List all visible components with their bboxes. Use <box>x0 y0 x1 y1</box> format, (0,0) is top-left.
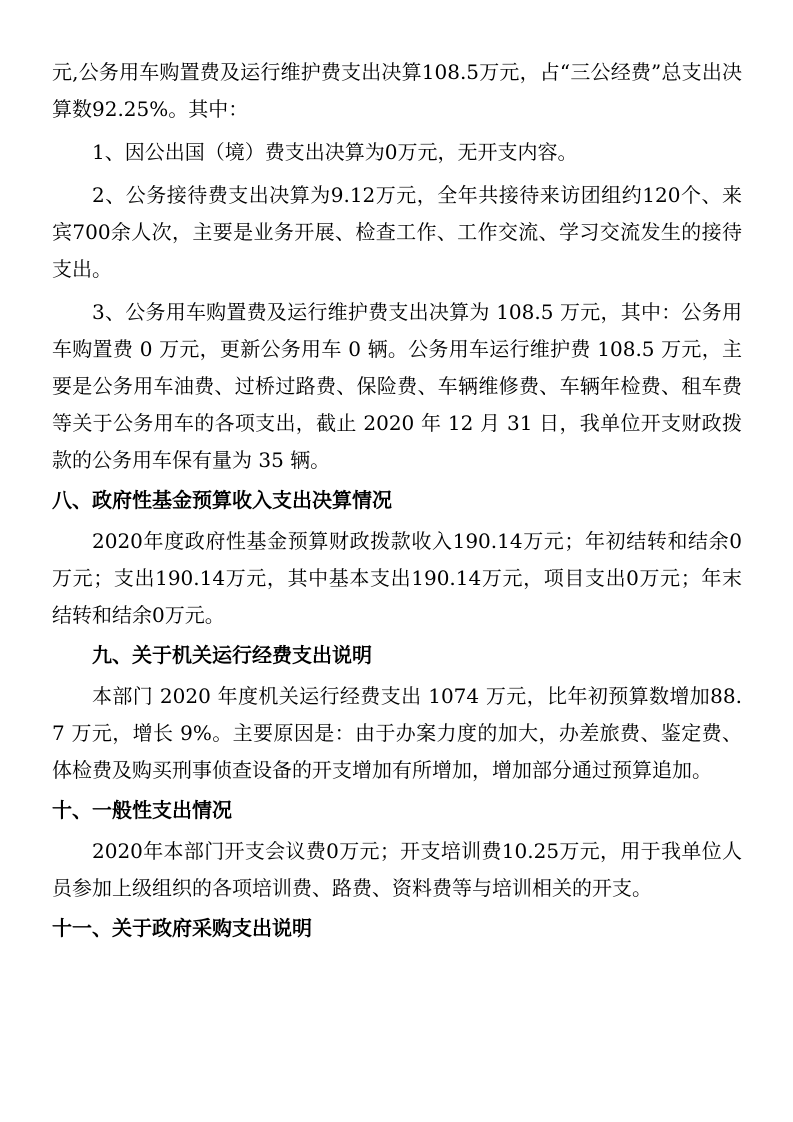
section-11-heading: 十一、关于政府采购支出说明 <box>52 916 312 940</box>
paragraph-item-2: 2、公务接待费支出决算为9.12万元，全年共接待来访团组约120个、来宾700余人次，主要是业务开展、检查工作、工作交流、学习交流发生的接待支出。 <box>52 183 742 281</box>
section-10-heading: 十、一般性支出情况 <box>52 798 232 822</box>
paragraph-continued: 元,公务用车购置费及运行维护费支出决算108.5万元，占“三公经费”总支出决算数92.25%。其中： <box>52 60 742 121</box>
section-8-heading: 八、政府性基金预算收入支出决算情况 <box>52 488 392 512</box>
section-10-body: 2020年本部门开支会议费0万元；开支培训费10.25万元，用于我单位人员参加上级组织的各项培训费、路费、资料费等与培训相关的开支。 <box>52 839 742 900</box>
paragraph-item-1: 1、因公出国（境）费支出决算为0万元，无开支内容。 <box>92 140 578 164</box>
section-8-body: 2020年度政府性基金预算财政拨款收入190.14万元；年初结转和结余0万元；支出190.14万元，其中基本支出190.14万元，项目支出0万元；年末结转和结余0万元。 <box>52 529 742 627</box>
section-9-body: 本部门 2020 年度机关运行经费支出 1074 万元，比年初预算数增加88.7 万元，增长 9%。主要原因是：由于办案力度的加大，办差旅费、鉴定费、体检费及购买刑事侦查设备的开支增加有所增加，增加部分通过预算追加。 <box>52 684 742 782</box>
document-page <box>52 54 742 951</box>
paragraph-item-3: 3、公务用车购置费及运行维护费支出决算为 108.5 万元，其中：公务用车购置费 0 万元，更新公务用车 0 辆。公务用车运行维护费 108.5 万元，主要是公务用车油费、过桥过路费、保险费、车辆维修费、车辆年检费、租车费等关于公务用车的各项支出，截止 2020 年 12 月 31 日，我单位开支财政拨款的公务用车保有量为 35 辆。 <box>52 300 742 472</box>
section-9-heading: 九、关于机关运行经费支出说明 <box>92 643 372 667</box>
